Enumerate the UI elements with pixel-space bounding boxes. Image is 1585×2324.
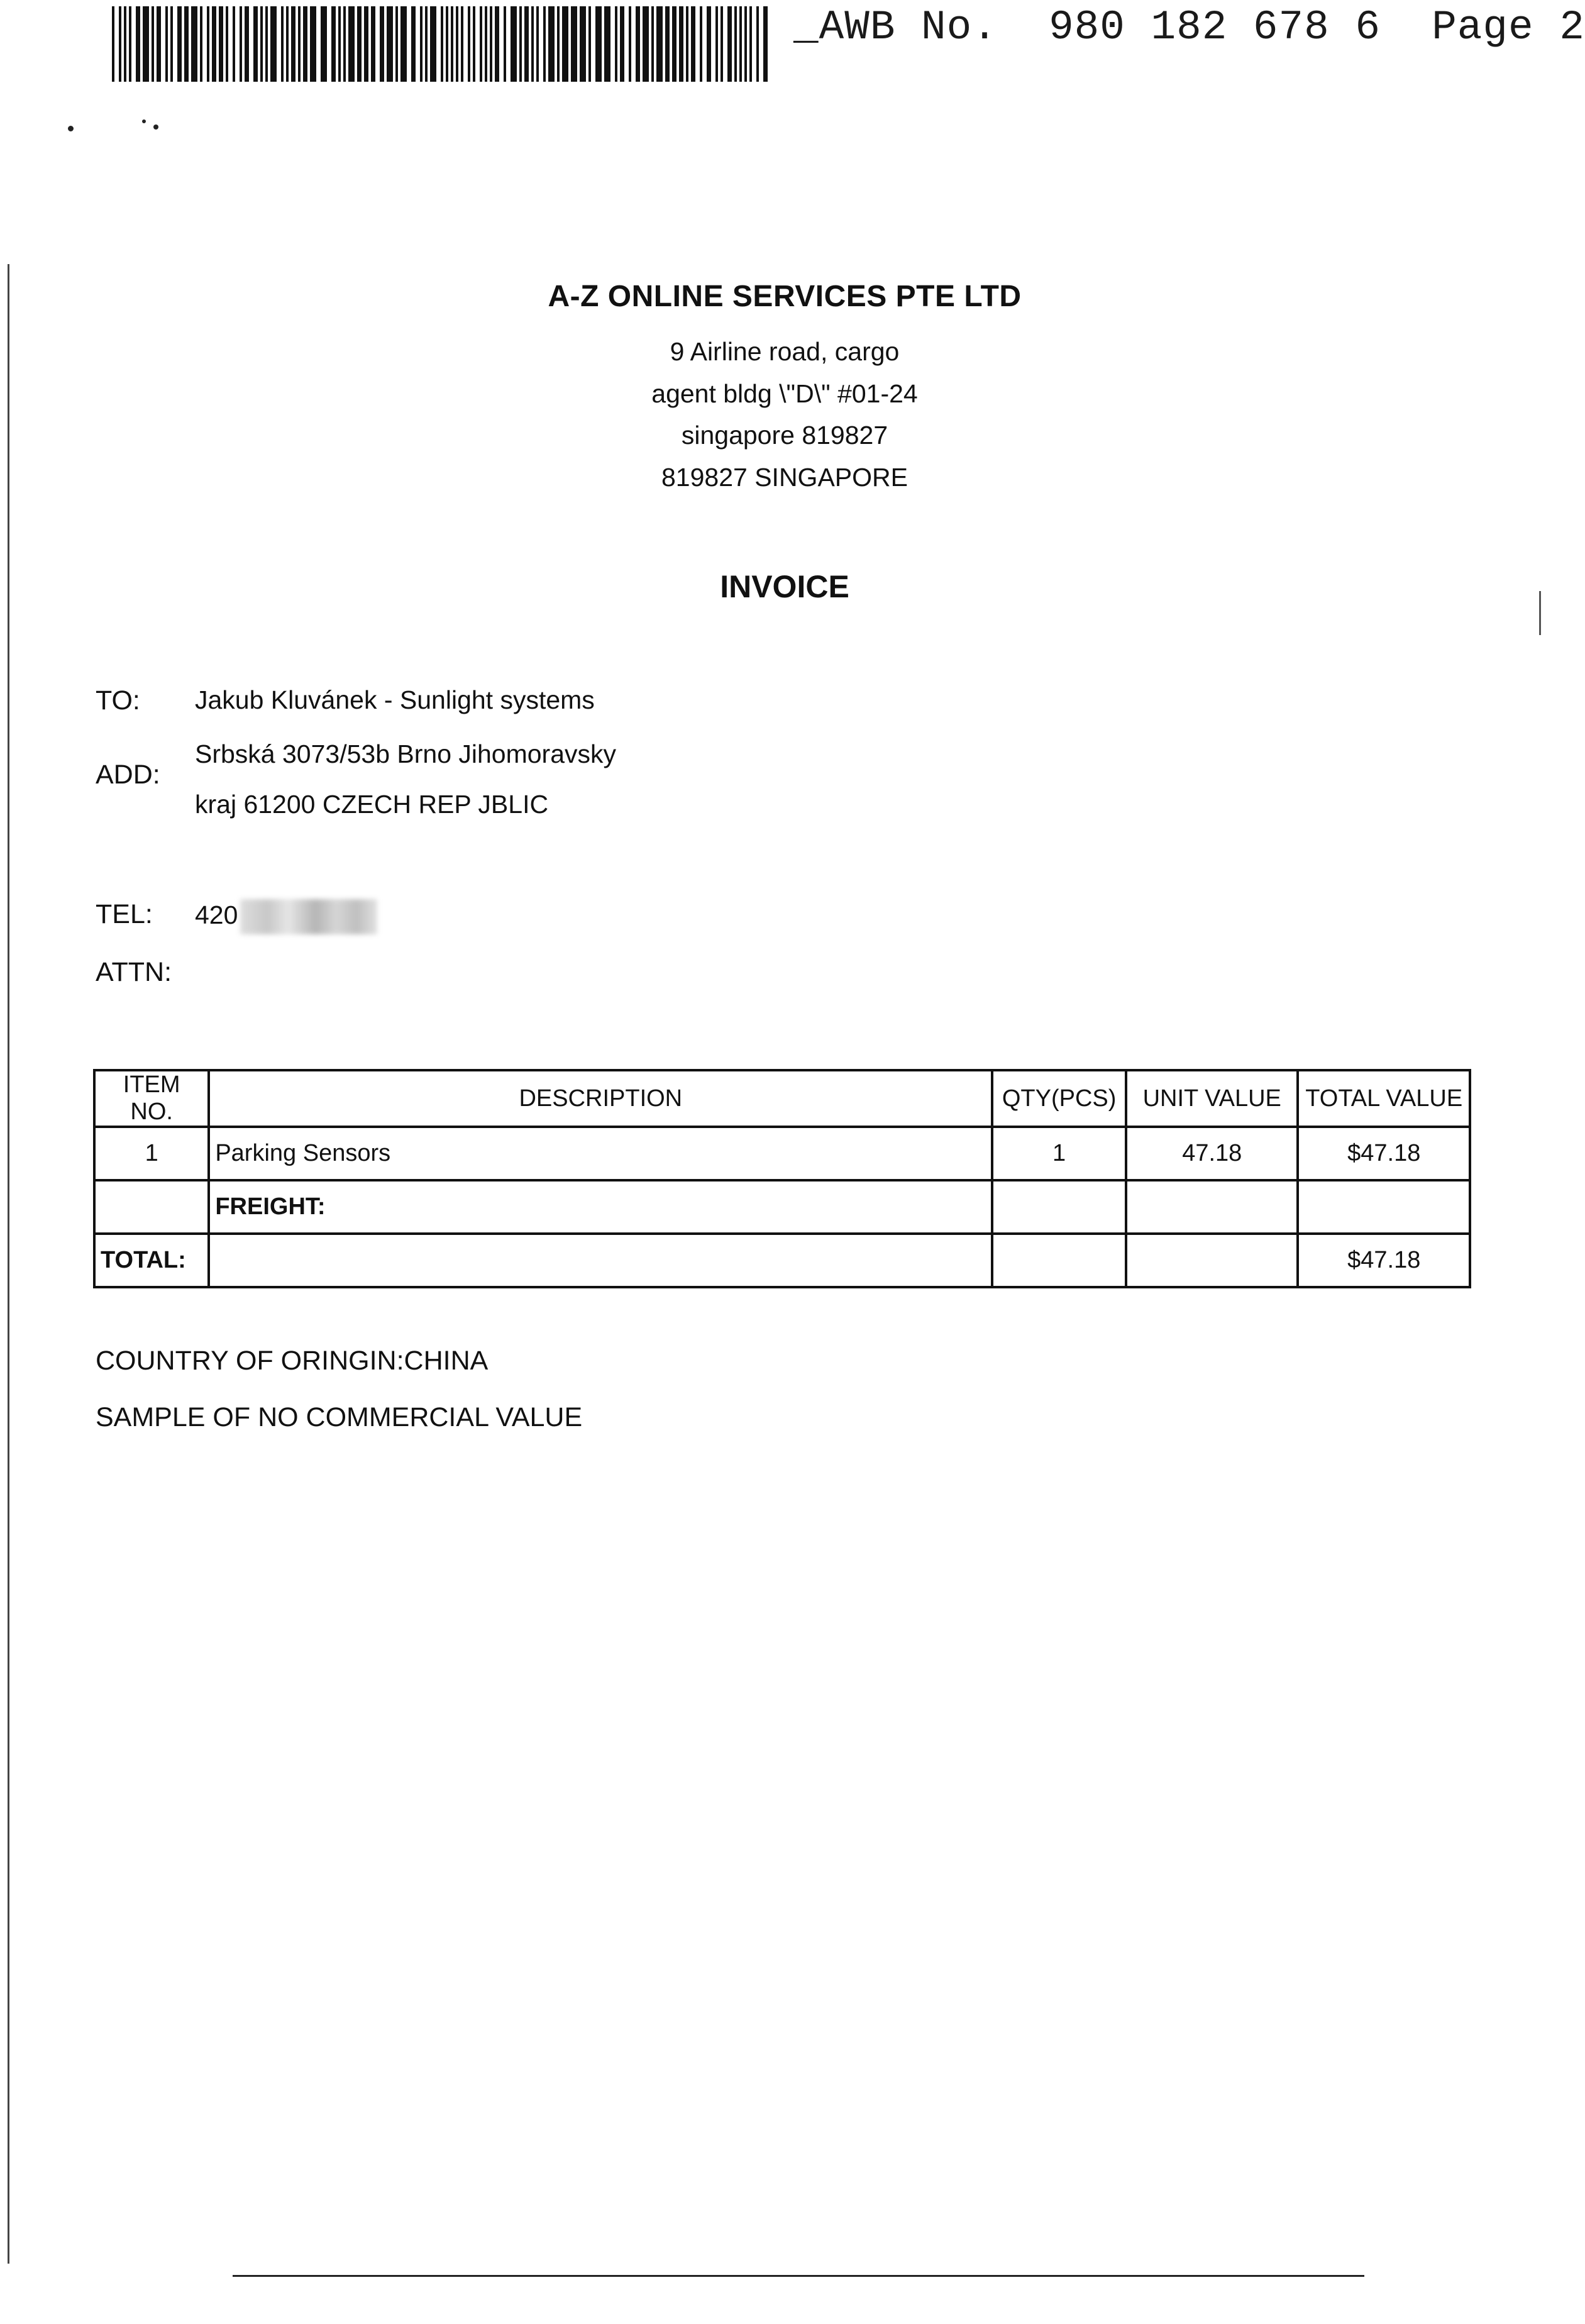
barcode-bar [331,6,336,82]
barcode-bar [364,6,368,82]
bottom-rule [233,2275,1364,2277]
document-title: INVOICE [720,569,849,604]
company-address-line: agent bldg \"D\" #01-24 [651,379,918,408]
cell-empty [992,1180,1126,1234]
barcode-bar [727,6,732,82]
total-value: $47.18 [1298,1234,1470,1287]
barcode-bar [490,6,492,82]
barcode-bar [233,6,235,82]
barcode-bar [253,6,258,82]
header-item-no: ITEM NO. [94,1070,209,1127]
barcode-bar [485,6,487,82]
barcode-bar [468,6,470,82]
cell-unit-value: 47.18 [1126,1127,1298,1180]
barcode-bar [620,6,624,82]
barcode-bar [343,6,346,82]
barcode-bar [226,6,228,82]
address-line-2: kraj 61200 CZECH REP JBLIC [195,790,549,819]
barcode-bar [310,6,316,82]
barcode-bar [124,6,126,82]
header-description: DESCRIPTION [209,1070,992,1127]
cell-item-no: 1 [94,1127,209,1180]
header-total-value: TOTAL VALUE [1298,1070,1470,1127]
barcode-bar [321,6,327,82]
cell-total-value: $47.18 [1298,1127,1470,1180]
barcode-bar [734,6,737,82]
barcode-bar [672,6,677,82]
tel-prefix: 420 [195,900,238,929]
barcode-bar [524,6,529,82]
barcode-bar [260,6,263,82]
barcode-bar [461,6,463,82]
barcode-bar [152,6,154,82]
barcode-bar [291,6,295,82]
tel-label: TEL: [96,899,153,929]
barcode-bar [571,6,577,82]
barcode-bar [679,6,683,82]
barcode-bar [588,6,591,82]
barcode-bar [451,6,453,82]
barcode-bar [441,6,443,82]
company-name: A-Z ONLINE SERVICES PTE LTD [548,280,1022,313]
barcode-bar [240,6,242,82]
barcode-bar [380,6,384,82]
barcode-bar [604,6,610,82]
barcode-bar [511,6,517,82]
cell-empty [94,1180,209,1234]
barcode-bar [700,6,702,82]
awb-header [793,4,1585,51]
barcode-bar [270,6,277,82]
barcode-bar [665,6,670,82]
redacted-phone [240,899,377,934]
barcode-bar [265,6,268,82]
address-line-1: Srbská 3073/53b Brno Jihomoravsky [195,739,617,768]
barcode-bar [411,6,416,82]
barcode-bar [395,6,398,82]
barcode-bar [562,6,568,82]
barcode-bar [136,6,140,82]
total-label: TOTAL: [94,1234,209,1287]
barcode-bar [531,6,534,82]
barcode-bar [715,6,718,82]
barcode-bar [763,6,768,82]
cell-empty [1126,1180,1298,1234]
company-address-line: 819827 SINGAPORE [661,463,908,492]
barcode-bar [387,6,393,82]
scan-edge-line [8,264,9,2264]
barcode-bar [691,6,695,82]
cell-empty [209,1234,992,1287]
barcode-bar [165,6,168,82]
address-label: ADD: [96,760,160,790]
barcode-bar [480,6,482,82]
barcode-bar [200,6,202,82]
scan-speck [153,124,158,130]
header-qty: QTY(PCS) [992,1070,1126,1127]
total-row [94,1234,1470,1287]
barcode-bar [721,6,723,82]
page-number: Page 2 [1432,4,1585,51]
barcode-bar [456,6,458,82]
tel-value [195,899,377,934]
barcode-bar [749,6,752,82]
barcode-bar [420,6,422,82]
scan-speck [142,119,146,123]
barcode-bar [651,6,654,82]
barcode-bar [446,6,448,82]
barcode-bar [303,6,307,82]
sample-note: SAMPLE OF NO COMMERCIAL VALUE [96,1402,583,1432]
barcode-bar [595,6,602,82]
country-of-origin-note: COUNTRY OF ORINGIN:CHINA [96,1346,489,1376]
barcode-bar [219,6,223,82]
barcode-bar [557,6,560,82]
cell-description: Parking Sensors [209,1127,992,1180]
barcode-bar [656,6,663,82]
barcode-bar [615,6,617,82]
invoice-table [93,1069,1471,1288]
awb-number: 980 182 678 6 [1049,4,1381,51]
barcode-bar [400,6,407,82]
barcode-bar [338,6,341,82]
barcode-bar [191,6,197,82]
header-unit-value: UNIT VALUE [1126,1070,1298,1127]
barcode-bar [212,6,216,82]
barcode-bar [170,6,173,82]
barcode-bar [207,6,209,82]
barcode-bar [543,6,546,82]
barcode-bar [129,6,131,82]
barcode-bar [504,6,506,82]
barcode-bar [157,6,161,82]
cell-empty [1298,1180,1470,1234]
cell-qty: 1 [992,1127,1126,1180]
barcode-bar [629,6,631,82]
barcode-bar [756,6,759,82]
barcode-bar [143,6,149,82]
barcode-bar [112,6,114,82]
barcode-bar [430,6,436,82]
barcode-bar [473,6,475,82]
awb-barcode [112,6,770,82]
barcode-bar [495,6,499,82]
barcode-bar [245,6,249,82]
barcode-bar [686,6,688,82]
to-label: TO: [96,685,140,716]
scan-speck [68,126,74,131]
table-row [94,1127,1470,1180]
barcode-bar [519,6,522,82]
barcode-bar [119,6,121,82]
cell-empty [992,1234,1126,1287]
barcode-bar [707,6,711,82]
to-value: Jakub Kluvánek - Sunlight systems [195,685,595,714]
barcode-bar [636,6,640,82]
barcode-bar [643,6,649,82]
barcode-bar [744,6,747,82]
barcode-bar [286,6,289,82]
freight-label: FREIGHT: [209,1180,992,1234]
barcode-bar [739,6,742,82]
barcode-bar [536,6,539,82]
cell-empty [1126,1234,1298,1287]
company-address-line: singapore 819827 [681,421,888,450]
barcode-bar [348,6,355,82]
barcode-bar [548,6,555,82]
freight-row [94,1180,1470,1234]
barcode-bar [357,6,362,82]
table-header-row [94,1070,1470,1127]
attn-label: ATTN: [96,957,172,987]
barcode-bar [298,6,301,82]
barcode-bar [177,6,182,82]
awb-prefix: _AWB No. [793,4,998,51]
barcode-bar [580,6,586,82]
barcode-bar [425,6,428,82]
barcode-bar [184,6,189,82]
barcode-bar [281,6,284,82]
barcode-bar [371,6,375,82]
company-address-line: 9 Airline road, cargo [670,337,900,366]
